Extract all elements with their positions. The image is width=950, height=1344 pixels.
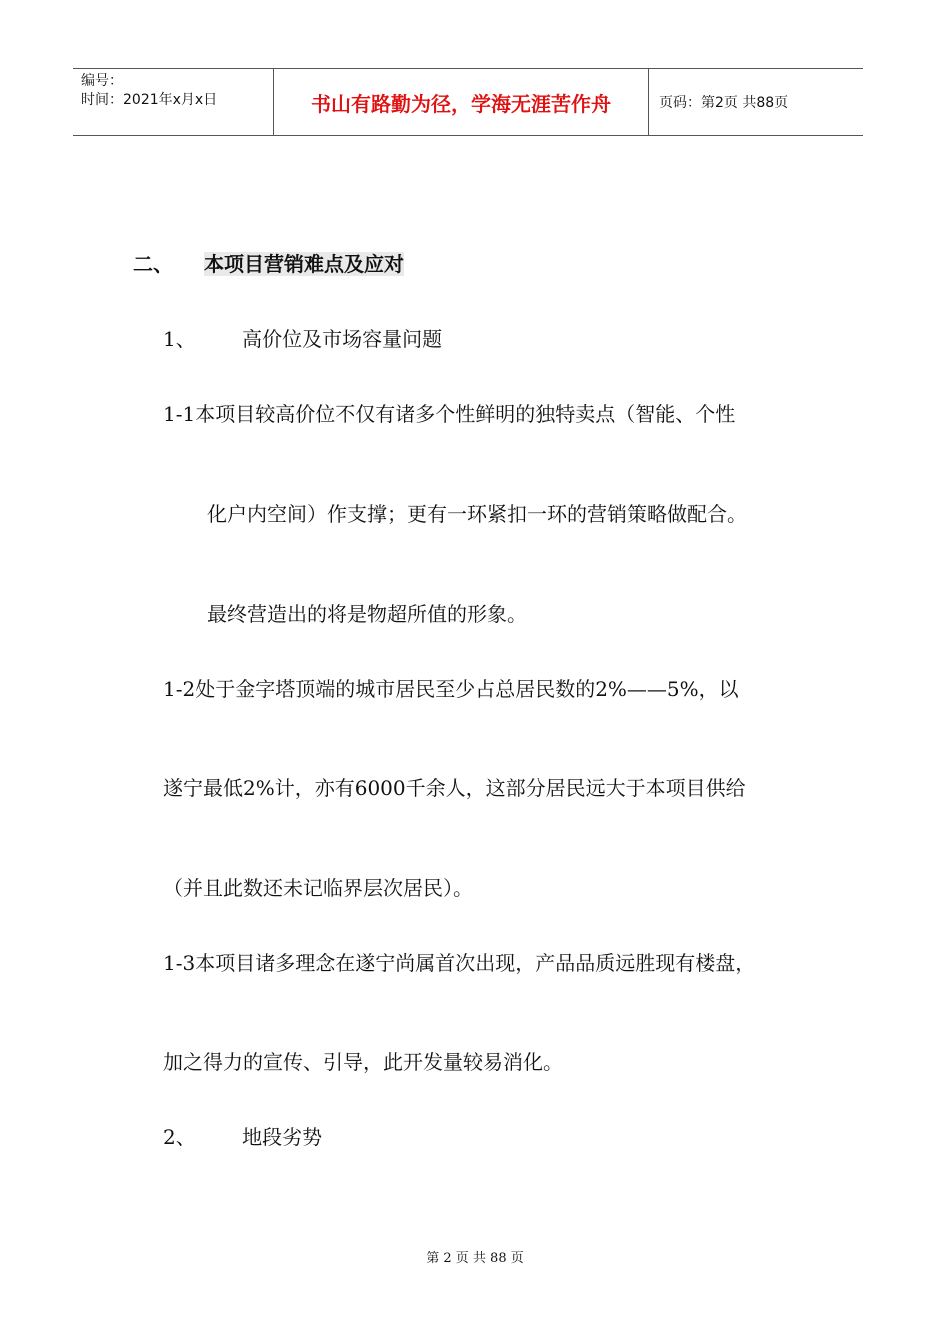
item-title: 高价位及市场容量问题 xyxy=(242,327,443,351)
header-motto: 书山有路勤为径，学海无涯苦作舟 xyxy=(274,69,649,135)
paragraph-line: 1-1本项目较高价位不仅有诸多个性鲜明的独特卖点（智能、个性 xyxy=(163,402,736,426)
section-heading xyxy=(133,248,404,277)
paragraph-line: 加之得力的宣传、引导，此开发量较易消化。 xyxy=(163,1050,563,1074)
paragraph-line: 最终营造出的将是物超所值的形象。 xyxy=(207,602,527,626)
document-header xyxy=(73,68,863,136)
paragraph-line: 遂宁最低2%计，亦有6000千余人，这部分居民远大于本项目供给 xyxy=(163,776,746,800)
item-title: 地段劣势 xyxy=(242,1125,323,1149)
paragraph-line: （并且此数还未记临界层次居民）。 xyxy=(163,876,473,900)
item-number: 2、 xyxy=(163,1125,196,1149)
paragraph-line: 化户内空间）作支撑；更有一环紧扣一环的营销策略做配合。 xyxy=(207,502,747,526)
item-heading-1 xyxy=(163,323,442,352)
paragraph-line: 1-2处于金字塔顶端的城市居民至少占总居民数的2%——5%，以 xyxy=(163,677,739,701)
header-meta xyxy=(73,69,274,135)
header-page-code: 页码：第2页 共88页 xyxy=(659,95,789,111)
item-number: 1、 xyxy=(163,327,196,351)
item-heading-2 xyxy=(163,1121,322,1150)
time-label: 时间：2021年x月x日 xyxy=(81,92,218,108)
section-title: 本项目营销难点及应对 xyxy=(203,252,404,276)
paragraph-line: 1-3本项目诸多理念在遂宁尚属首次出现，产品品质远胜现有楼盘， xyxy=(163,951,756,975)
number-label: 编号： xyxy=(81,73,123,89)
section-number: 二、 xyxy=(133,252,173,276)
page-footer: 第 2 页 共 88 页 xyxy=(426,1251,524,1266)
